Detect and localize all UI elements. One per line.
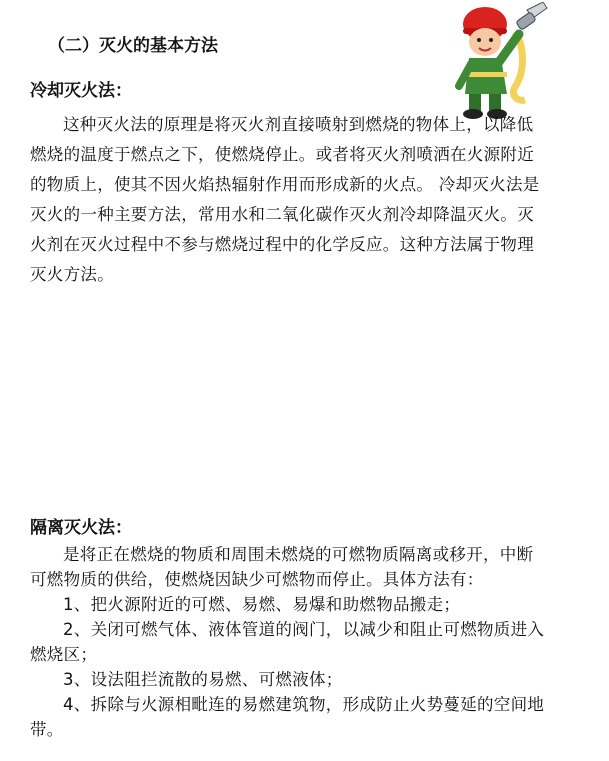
cooling-method-heading: 冷却灭火法： [30, 81, 132, 101]
section-title: （二）灭火的基本方法 [48, 36, 218, 56]
isolation-method-item: 1、把火源附近的可燃、易燃、易爆和助燃物品搬走； [63, 595, 461, 614]
cooling-method-paragraph: 这种灭火法的原理是将灭火剂直接喷射到燃烧的物体上，以降低燃烧的温度于燃点之下，使燃烧停止。或者将灭火剂喷洒在火源附近的物质上，使其不因火焰热辐射作用而形成新的火点。 冷却灭火法是灭火的一种主要方法，常用水和二氧化碳作灭火剂冷却降温灭火。灭火剂在灭火过程中不参与燃烧过程中的化学反应。这种方法属于物理灭火方法。 [30, 115, 540, 284]
isolation-method-section [30, 514, 550, 742]
isolation-method-item: 2、关闭可燃气体、液体管道的阀门，以减少和阻止可燃物质进入燃烧区； [30, 620, 545, 664]
isolation-method-item: 4、拆除与火源相毗连的易燃建筑物，形成防止火势蔓延的空间地带。 [30, 695, 545, 739]
isolation-method-paragraph: 是将正在燃烧的物质和周围未燃烧的可燃物质隔离或移开，中断可燃物质的供给，使燃烧因缺少可燃物而停止。具体方法有： [30, 545, 534, 589]
isolation-method-item: 3、设法阻拦流散的易燃、可燃液体； [63, 670, 343, 689]
isolation-method-heading: 隔离灭火法： [30, 518, 132, 538]
cooling-method-section [30, 76, 550, 290]
